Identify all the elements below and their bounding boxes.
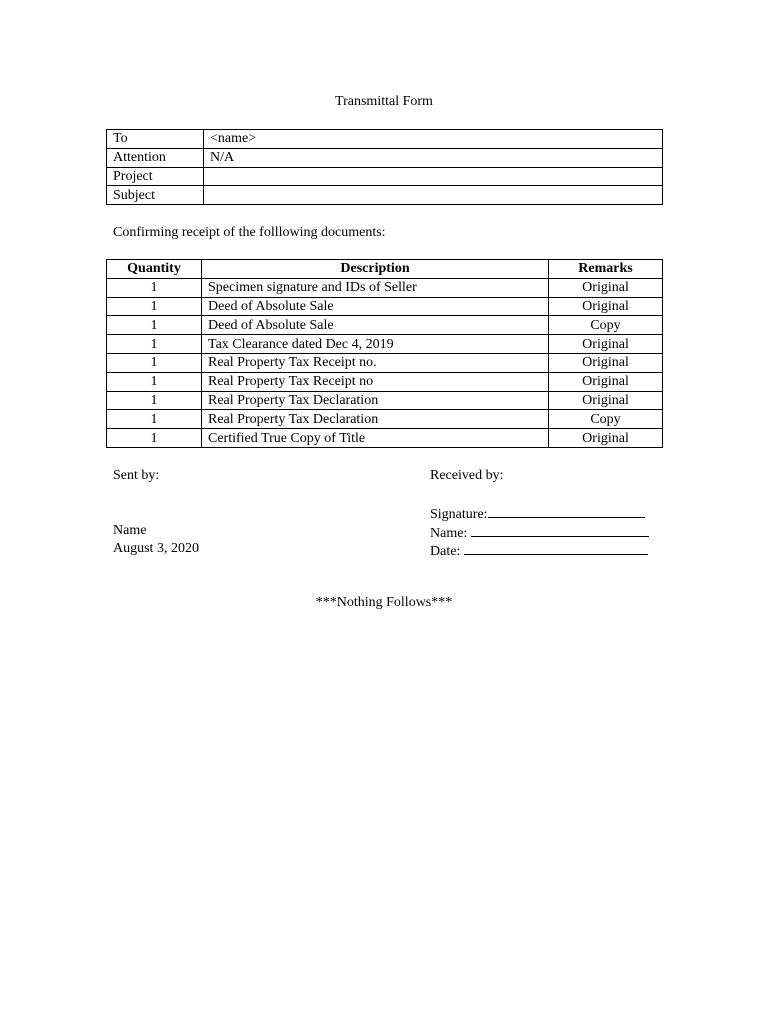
received-by-label: Received by:: [430, 468, 504, 483]
description-cell: Real Property Tax Receipt no.: [202, 353, 549, 372]
quantity-cell: 1: [107, 316, 202, 335]
remarks-cell: Original: [549, 297, 663, 316]
signature-blank: [488, 504, 645, 518]
info-value: N/A: [204, 148, 663, 167]
table-row: [107, 278, 663, 297]
quantity-cell: 1: [107, 429, 202, 448]
remarks-cell: Original: [549, 429, 663, 448]
quantity-cell: 1: [107, 278, 202, 297]
description-cell: Specimen signature and IDs of Seller: [202, 278, 549, 297]
info-row-attention: [107, 148, 663, 167]
description-cell: Certified True Copy of Title: [202, 429, 549, 448]
date-blank: [464, 541, 648, 555]
table-row: [107, 429, 663, 448]
info-label: Project: [107, 167, 204, 186]
remarks-cell: Original: [549, 391, 663, 410]
info-value: <name>: [204, 130, 663, 149]
nothing-follows-footer: ***Nothing Follows***: [315, 595, 453, 610]
info-row-subject: [107, 186, 663, 205]
name-blank: [471, 523, 649, 537]
table-row: [107, 297, 663, 316]
form-title: Transmittal Form: [335, 94, 433, 109]
description-cell: Deed of Absolute Sale: [202, 297, 549, 316]
documents-table: [106, 259, 663, 448]
remarks-cell: Original: [549, 353, 663, 372]
sender-name: Name: [113, 523, 147, 538]
description-cell: Tax Clearance dated Dec 4, 2019: [202, 335, 549, 354]
table-row: [107, 335, 663, 354]
name-line: [430, 523, 649, 542]
quantity-cell: 1: [107, 335, 202, 354]
signature-label: Signature:: [430, 507, 488, 522]
remarks-cell: Copy: [549, 410, 663, 429]
sent-date: August 3, 2020: [113, 541, 199, 556]
header-quantity: Quantity: [107, 260, 202, 279]
description-cell: Real Property Tax Declaration: [202, 410, 549, 429]
info-label: Subject: [107, 186, 204, 205]
remarks-cell: Original: [549, 335, 663, 354]
info-label: Attention: [107, 148, 204, 167]
remarks-cell: Copy: [549, 316, 663, 335]
sent-by-label: Sent by:: [113, 468, 160, 483]
remarks-cell: Original: [549, 372, 663, 391]
info-row-project: [107, 167, 663, 186]
table-header-row: [107, 260, 663, 279]
info-table: [106, 129, 663, 205]
table-row: [107, 353, 663, 372]
table-row: [107, 372, 663, 391]
table-row: [107, 410, 663, 429]
name-label: Name:: [430, 526, 468, 541]
signature-line: [430, 504, 645, 523]
header-description: Description: [202, 260, 549, 279]
table-row: [107, 316, 663, 335]
remarks-cell: Original: [549, 278, 663, 297]
header-remarks: Remarks: [549, 260, 663, 279]
intro-text: Confirming receipt of the folllowing documents:: [113, 225, 386, 240]
date-label: Date:: [430, 544, 461, 559]
quantity-cell: 1: [107, 297, 202, 316]
quantity-cell: 1: [107, 353, 202, 372]
info-value: [204, 167, 663, 186]
info-value: [204, 186, 663, 205]
description-cell: Deed of Absolute Sale: [202, 316, 549, 335]
quantity-cell: 1: [107, 391, 202, 410]
description-cell: Real Property Tax Receipt no: [202, 372, 549, 391]
description-cell: Real Property Tax Declaration: [202, 391, 549, 410]
table-row: [107, 391, 663, 410]
quantity-cell: 1: [107, 372, 202, 391]
info-label: To: [107, 130, 204, 149]
date-line: [430, 541, 648, 560]
info-row-to: [107, 130, 663, 149]
quantity-cell: 1: [107, 410, 202, 429]
